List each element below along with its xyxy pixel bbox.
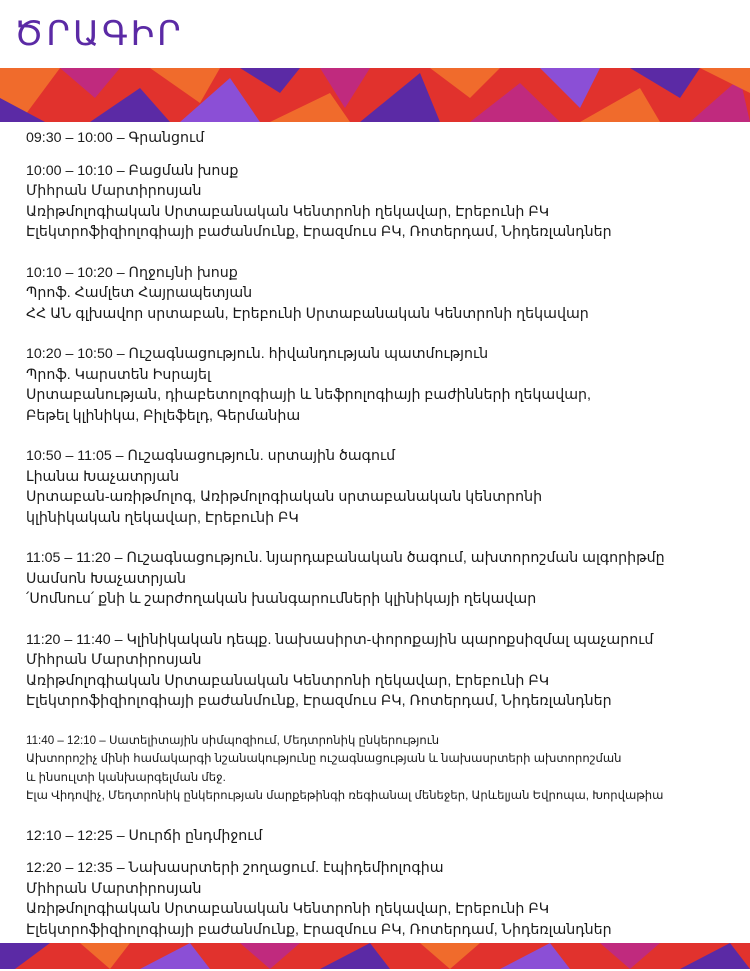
session-detail-line: Պրոֆ. Համլետ Հայրապետյան <box>26 285 253 301</box>
page-title: ԾՐԱԳԻՐ <box>14 14 184 54</box>
session-detail-line: Առիթմոլոգիական Սրտաբանական Կենտրոնի ղեկավար, Էրեբունի ԲԿ <box>26 672 550 689</box>
session-detail-line: ՛Սոմնուս՛ քնի և շարժողական խանգարումների կլինիկայի ղեկավար <box>26 591 537 607</box>
session-detail-line: Սամսոն Խաչատրյան <box>26 570 187 587</box>
session-time-title: 10:50 – 11:05 – Ուշագնացություն. սրտային ծագում <box>26 448 396 464</box>
session-detail-line: կլինիկական ղեկավար, Էրեբունի ԲԿ <box>26 509 299 526</box>
session-time-title: 09:30 – 10:00 – Գրանցում <box>26 130 205 146</box>
session-block <box>26 630 744 712</box>
session-block <box>26 732 744 806</box>
session-block <box>26 548 744 610</box>
session-detail-line: Էլեկտրոֆիզիոլոգիայի բաժանմունք, Էրազմուս ԲԿ, Ռոտերդամ, Նիդեռլանդներ <box>26 921 612 938</box>
session-detail-line: Միհրան Մարտիրոսյան <box>26 880 202 897</box>
session-detail-line: և ինսուլտի կանխարգելման մեջ. <box>26 770 226 784</box>
session-detail-line: Միհրան Մարտիրոսյան <box>26 183 202 199</box>
session-block <box>26 128 744 149</box>
decorative-banner-bottom <box>0 943 750 969</box>
session-detail-line: Լիանա Խաչատրյան <box>26 468 180 485</box>
session-detail-line: Էլեկտրոֆիզիոլոգիայի բաժանմունք, Էրազմուս ԲԿ, Ռոտերդամ, Նիդեռլանդներ <box>26 224 612 240</box>
session-detail-line: Առիթմոլոգիական Սրտաբանական Կենտրոնի ղեկավար, Էրեբունի ԲԿ <box>26 901 550 918</box>
decorative-banner-top <box>0 68 750 122</box>
banner-pattern-top <box>0 68 750 122</box>
session-time-title: 11:40 – 12:10 – Սատելիտային սիմպոզիում, Մեդտրոնիկ ընկերություն <box>26 733 440 747</box>
program-list <box>26 128 744 960</box>
session-block <box>26 446 744 528</box>
session-time-title: 10:00 – 10:10 – Բացման խոսք <box>26 162 239 179</box>
session-block <box>26 344 744 426</box>
session-block <box>26 858 744 940</box>
session-time-title: 11:20 – 11:40 – Կլինիկական դեպք. նախասիրտ-փորոքային պարոքսիզմալ պաչարում <box>26 631 654 648</box>
session-detail-line: Էլա Վիդովիչ, Մեդտրոնիկ ընկերության մարքեթինգի ռեգիանալ մենեջեր, Արևելյան Եվրոպա, Խորվաթիա <box>26 789 664 803</box>
session-detail-line: ՀՀ ԱՆ գլխավոր սրտաբան, Էրեբունի Սրտաբանական Կենտրոնի ղեկավար <box>26 305 589 322</box>
session-block <box>26 263 744 325</box>
session-detail-line: Առիթմոլոգիական Սրտաբանական Կենտրոնի ղեկավար, Էրեբունի ԲԿ <box>26 203 550 220</box>
session-detail-line: Բեթել կլինիկա, Բիլեֆելդ, Գերմանիա <box>26 407 301 424</box>
session-time-title: 10:10 – 10:20 – Ողջույնի խոսք <box>26 264 238 281</box>
session-time-title: 11:05 – 11:20 – Ուշագնացություն. նյարդաբանական ծագում, ախտորոշման ալգորիթմը <box>26 550 665 566</box>
session-block <box>26 826 744 847</box>
session-time-title: 10:20 – 10:50 – Ուշագնացություն. հիվանդության պատմություն <box>26 346 489 362</box>
session-detail-line: Սրտաբան-առիթմոլոգ, Առիթմոլոգիական սրտաբանական կենտրոնի <box>26 489 543 505</box>
session-detail-line: Պրոֆ. Կարստեն Իսրայել <box>26 366 211 383</box>
session-block <box>26 161 744 243</box>
session-detail-line: Սրտաբանության, դիաբետոլոգիայի և նեֆրոլոգիայի բաժինների ղեկավար, <box>26 387 591 403</box>
session-time-title: 12:20 – 12:35 – Նախասրտերի շողացում. էպիդեմիոլոգիա <box>26 860 444 877</box>
session-detail-line: Էլեկտրոֆիզիոլոգիայի բաժանմունք, Էրազմուս ԲԿ, Ռոտերդամ, Նիդեռլանդներ <box>26 693 612 709</box>
banner-pattern-bottom <box>0 943 750 969</box>
session-time-title: 12:10 – 12:25 – Սուրճի ընդմիջում <box>26 827 263 844</box>
session-detail-line: Միհրան Մարտիրոսյան <box>26 652 202 668</box>
session-detail-line: Ախտորոշիչ մինի համակարգի նշանակությունը ուշագնացության և նախասրտերի ախտորոշման <box>26 752 622 766</box>
